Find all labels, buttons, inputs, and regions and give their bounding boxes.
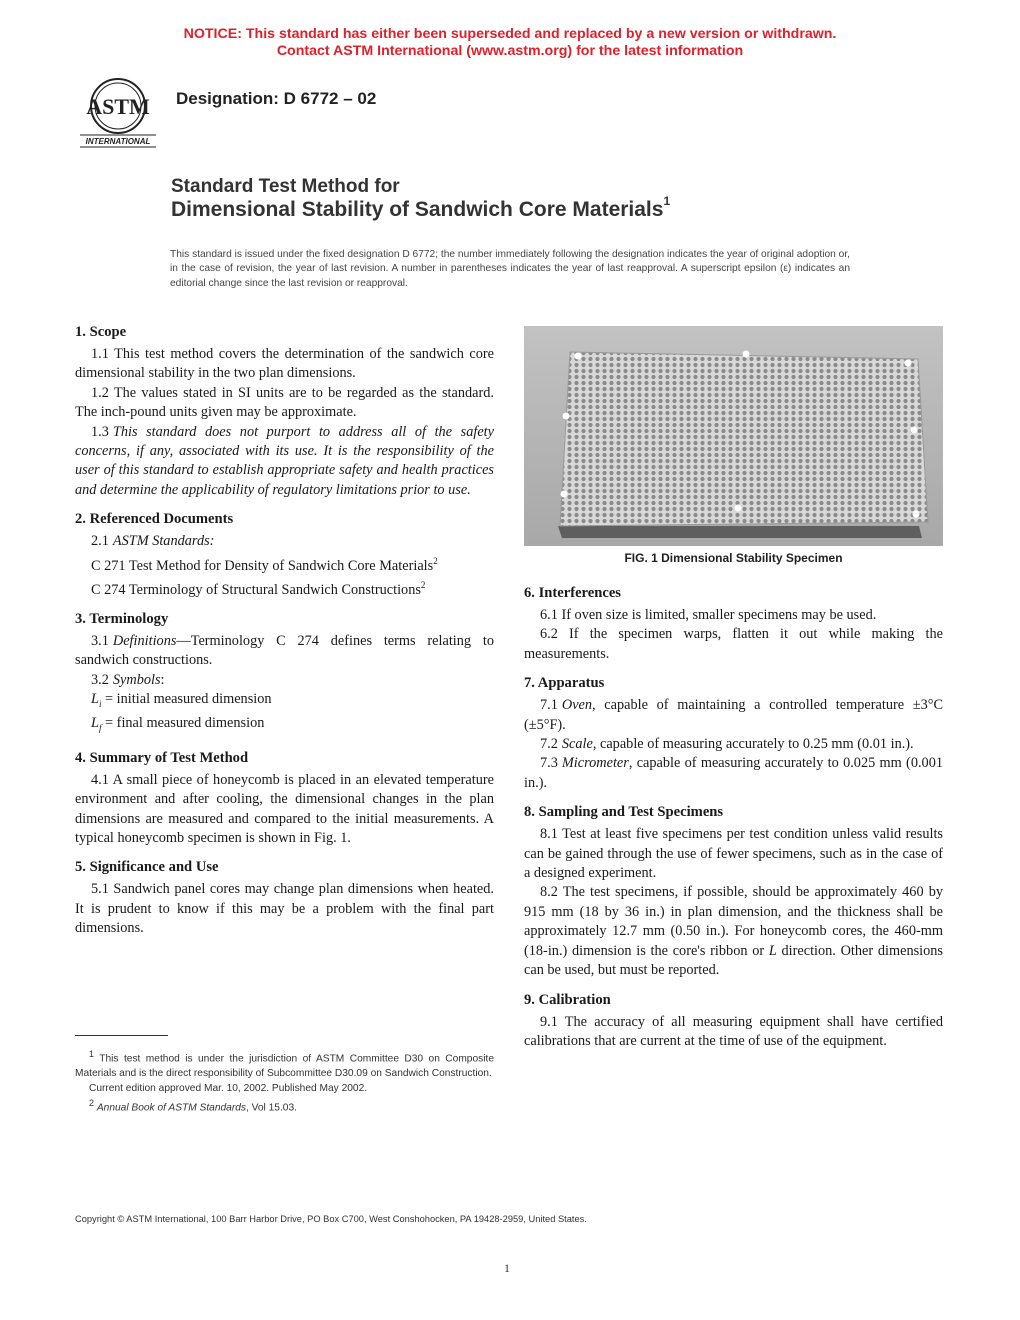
symbol-definition: $L_i$ = initial measured dimension xyxy=(91,691,272,710)
section-heading: 8. Sampling and Test Specimens xyxy=(524,804,724,821)
paragraph: 8.2 The test specimens, if possible, should be approximately 460 by 915 mm (18 by 36 in.) in plan dimension, and the thickness shall be approximately 12.7 mm (0.50 in.). For honeycomb cores, the 460-mm (18-in.) dimension is the core's ribbon or L direction. Other dimensions can be used, but must be reported. xyxy=(524,884,943,979)
paragraph: 6.1 If oven size is limited, smaller specimens may be used. xyxy=(540,607,877,623)
logo-text: ASTM xyxy=(86,94,150,119)
section-heading: 5. Significance and Use xyxy=(75,859,219,876)
footnote-1: $^1$ This test method is under the jurisdiction of ASTM Committee D30 on Composite Materials and is the direct responsibility of Subcommittee D30.09 on Sandwich Construction. xyxy=(75,1049,494,1080)
notice-banner xyxy=(0,26,1020,60)
section-heading: 7. Apparatus xyxy=(524,675,605,692)
paragraph: 1.1 This test method covers the determination of the sandwich core dimensional stability in the two plan dimensions. xyxy=(75,346,494,382)
left-column xyxy=(75,323,494,949)
page-number: 1 xyxy=(504,1261,510,1275)
section-referenced-documents xyxy=(75,510,494,600)
logo-subtext: INTERNATIONAL xyxy=(85,137,151,146)
title-line-2 xyxy=(171,194,671,222)
astm-logo xyxy=(76,76,160,148)
paragraph: 6.2 If the specimen warps, flatten it out while making the measurements. xyxy=(524,626,943,662)
section-significance xyxy=(75,858,494,938)
figure-caption: FIG. 1 Dimensional Stability Specimen xyxy=(624,551,843,565)
section-heading: 3. Terminology xyxy=(75,611,169,627)
right-column xyxy=(524,584,943,1061)
paragraph: 7.3 Micrometer, capable of measuring accurately to 0.025 mm (0.001 in.). xyxy=(524,755,943,791)
paragraph: 3.2 Symbols: xyxy=(91,671,165,688)
section-heading: 9. Calibration xyxy=(524,991,611,1008)
paragraph: 2.1 ASTM Standards: xyxy=(91,533,215,550)
section-apparatus xyxy=(524,674,943,793)
section-heading: 1. Scope xyxy=(75,324,127,340)
section-calibration xyxy=(524,991,943,1052)
reference-item: C 271 Test Method for Density of Sandwich Core Materials$^2$ xyxy=(91,555,438,574)
title-text: Dimensional Stability of Sandwich Core Materials xyxy=(171,198,664,221)
notice-line-1: NOTICE: This standard has either been superseded and replaced by a new version or withdrawn. xyxy=(183,26,837,42)
paragraph: 1.2 The values stated in SI units are to be regarded as the standard. The inch-pound units given may be approximate. xyxy=(75,384,494,421)
footnote-2: $^2$ Annual Book of ASTM Standards, Vol 15.03. xyxy=(89,1098,297,1114)
footnotes xyxy=(75,1047,494,1116)
reference-item: C 274 Terminology of Structural Sandwich Constructions$^2$ xyxy=(91,579,426,598)
section-scope xyxy=(75,323,494,500)
paragraph: 4.1 A small piece of honeycomb is placed in an elevated temperature environment and after cooling, the dimensional changes in the plan dimensions are measured and compared to the initial measurements. A typical honeycomb specimen is shown in Fig. 1. xyxy=(75,771,494,846)
paragraph: 3.1 Definitions—Terminology C 274 defines terms relating to sandwich constructions. xyxy=(75,633,494,669)
section-terminology xyxy=(75,610,494,739)
footnote-1-approval: Current edition approved Mar. 10, 2002. Published May 2002. xyxy=(89,1083,368,1095)
copyright: Copyright © ASTM International, 100 Barr Harbor Drive, PO Box C700, West Conshohocken, PA 19428-2959, United States. xyxy=(75,1214,587,1224)
specimen-photo xyxy=(524,326,943,546)
title-footnote-mark: 1 xyxy=(663,194,671,208)
section-interferences xyxy=(524,584,943,664)
title-line-1: Standard Test Method for xyxy=(171,176,400,197)
paragraph: 7.2 Scale, capable of measuring accurately to 0.25 mm (0.01 in.). xyxy=(540,736,914,753)
section-summary xyxy=(75,749,494,849)
section-sampling xyxy=(524,803,943,980)
notice-line-2: Contact ASTM International (www.astm.org) for the latest information xyxy=(276,43,744,59)
paragraph: 7.1 Oven, capable of maintaining a controlled temperature ±3°C (±5°F). xyxy=(524,697,943,733)
symbol-definition: $L_f$ = final measured dimension xyxy=(91,715,265,734)
paragraph: 8.1 Test at least five specimens per test condition unless valid results can be gained through the use of fewer specimens, such as in the case of a designed experiment. xyxy=(524,826,943,882)
section-heading: 6. Interferences xyxy=(524,585,621,601)
section-heading: 2. Referenced Documents xyxy=(75,511,234,528)
footnote-divider xyxy=(75,1035,168,1036)
paragraph: 9.1 The accuracy of all measuring equipment shall have certified calibrations that are current at the time of use of the equipment. xyxy=(524,1013,943,1049)
preamble: This standard is issued under the fixed designation D 6772; the number immediately following the designation indicates the year of original adoption or, in the case of revision, the year of last revision. A number in parentheses indicates the year of last reapproval. A superscript epsilon (ε) indicates an editorial change since the last revision or reapproval. xyxy=(170,249,850,289)
paragraph: 5.1 Sandwich panel cores may change plan dimensions when heated. It is prudent to know if this may be a problem with the final part dimensions. xyxy=(75,881,494,937)
paragraph: 1.3 This standard does not purport to address all of the safety concerns, if any, associated with its use. It is the responsibility of the user of this standard to establish appropriate safety and health practices and determine the applicability of regulatory limitations prior to use. xyxy=(75,423,494,498)
section-heading: 4. Summary of Test Method xyxy=(75,749,249,766)
designation: Designation: D 6772 – 02 xyxy=(176,89,377,108)
